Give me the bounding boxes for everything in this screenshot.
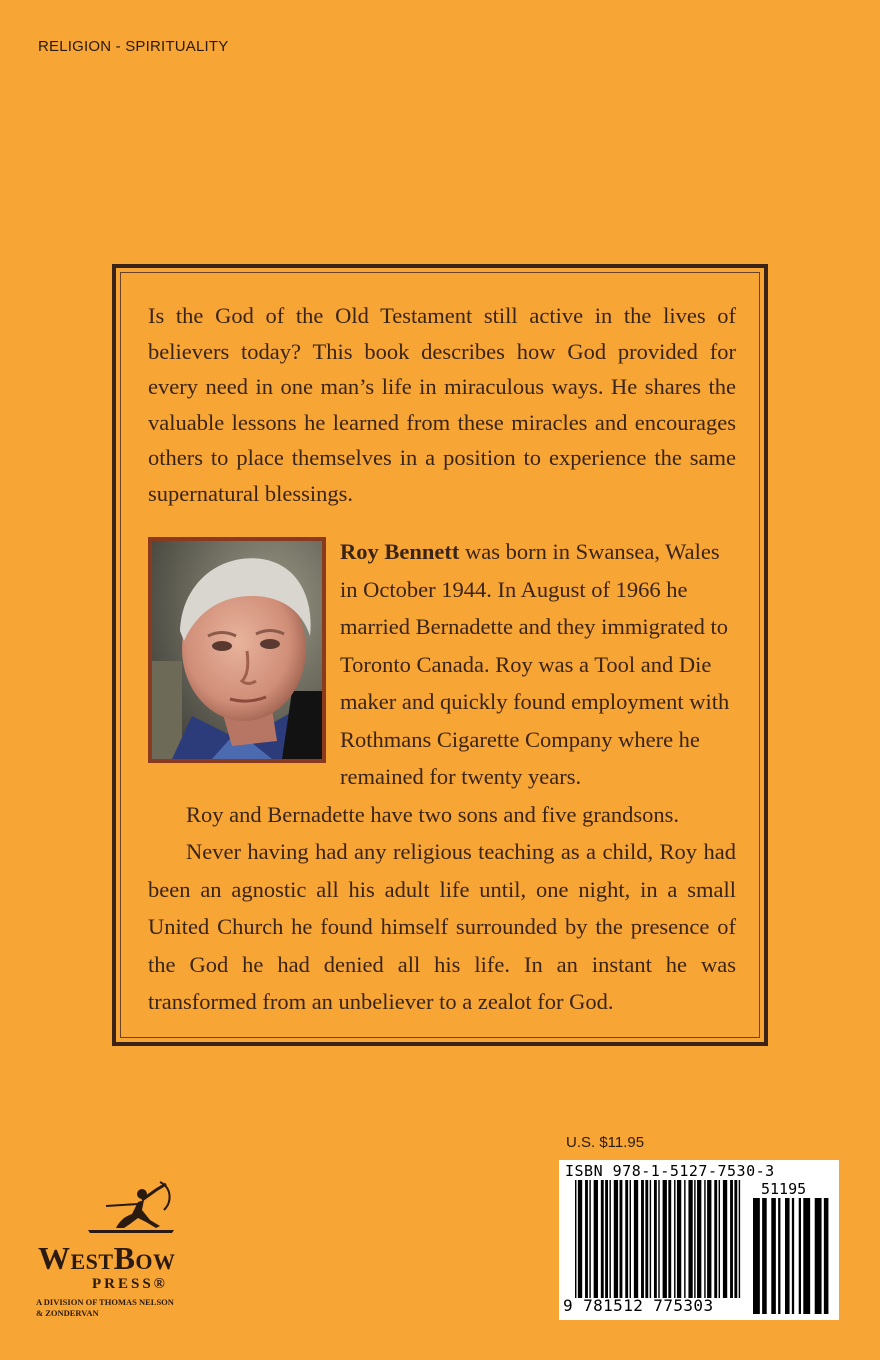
barcode-bar — [684, 1180, 685, 1298]
barcode-bar — [589, 1180, 590, 1298]
publisher-logo — [34, 1180, 234, 1330]
barcode-bar — [575, 1180, 576, 1298]
barcode-bar — [668, 1180, 671, 1298]
author-conversion: Never having had any religious teaching as a child, Roy had been an agnostic all his adult life until, one night, in a small United Church he found himself surrounded by the presence of the God he had denied all his life. In an instant he was transformed from an unbeliever to a zealot for God. — [148, 839, 736, 1014]
runner-figure-icon — [86, 1180, 176, 1240]
barcode-bar — [719, 1180, 720, 1298]
barcode-bar — [723, 1180, 727, 1298]
barcode-bar — [799, 1198, 801, 1314]
division-line-2: & ZONDERVAN — [36, 1308, 99, 1318]
barcode-bar — [771, 1198, 776, 1314]
barcode-bar — [578, 1180, 582, 1298]
barcode-bar — [824, 1198, 829, 1314]
barcode-bar — [803, 1198, 810, 1314]
barcode-bar — [677, 1180, 681, 1298]
barcode-bar — [778, 1198, 780, 1314]
barcode-bar — [634, 1180, 638, 1298]
barcode-bar — [620, 1180, 623, 1298]
author-bio — [148, 533, 736, 1021]
barcode-bar — [609, 1180, 610, 1298]
blurb-frame — [112, 264, 768, 1046]
barcode-bar — [707, 1180, 711, 1298]
publisher-division — [36, 1297, 226, 1319]
barcode-bar — [614, 1180, 618, 1298]
isbn-barcode — [559, 1160, 839, 1320]
author-name: Roy Bennett — [340, 539, 460, 564]
barcode-bar — [663, 1180, 667, 1298]
barcode-bar — [704, 1180, 705, 1298]
barcode-bar — [815, 1198, 822, 1314]
barcode-bar — [762, 1198, 767, 1314]
barcode-bar — [739, 1180, 740, 1298]
barcode-bar — [688, 1180, 692, 1298]
barcode-bar — [792, 1198, 794, 1314]
barcode-main-bars — [575, 1180, 743, 1298]
barcode-bar — [654, 1180, 657, 1298]
barcode-addon-number: 51195 — [761, 1180, 807, 1198]
barcode-bar — [601, 1180, 604, 1298]
barcode-bar — [674, 1180, 675, 1298]
book-description: Is the God of the Old Testament still active in the lives of believers today? This book describes how God provided for every need in one man’s life in miraculous ways. He shares the valuable lessons he learned from these miracles and encourages others to place themselves in a position to experience the same supernatural blessings. — [148, 303, 736, 506]
author-bio-body: was born in Swansea, Wales in October 1944. In August of 1966 he married Bernadette and they immigrated to Toronto Canada. Roy was a Tool and Die maker and quickly found employment with Rothmans Cigarette Company where he remained for twenty years. — [340, 539, 730, 789]
isbn-text: ISBN 978-1-5127-7530-3 — [565, 1162, 775, 1180]
barcode-bar — [730, 1180, 733, 1298]
barcode-bar — [641, 1180, 644, 1298]
division-line-1: A DIVISION OF THOMAS NELSON — [36, 1297, 174, 1307]
barcode-bar — [753, 1198, 760, 1314]
publisher-name: WestBow — [38, 1240, 176, 1276]
barcode-bar — [658, 1180, 659, 1298]
barcode-bar — [694, 1180, 695, 1298]
barcode-bar — [585, 1180, 588, 1298]
barcode-addon-bars — [753, 1198, 833, 1314]
barcode-bar — [605, 1180, 608, 1298]
barcode-bar — [594, 1180, 598, 1298]
barcode-bar — [734, 1180, 737, 1298]
ean-number: 9 781512 775303 — [563, 1296, 714, 1315]
barcode-bar — [697, 1180, 701, 1298]
category-label: RELIGION - SPIRITUALITY — [38, 38, 229, 55]
barcode-bar — [785, 1198, 790, 1314]
blurb-content — [148, 298, 736, 1021]
author-photo — [148, 537, 326, 763]
author-family: Roy and Bernadette have two sons and five grandsons. — [186, 801, 680, 827]
barcode-bar — [625, 1180, 628, 1298]
barcode-bar — [630, 1180, 631, 1298]
barcode-bar — [650, 1180, 651, 1298]
barcode-bar — [714, 1180, 717, 1298]
price-label: U.S. $11.95 — [566, 1134, 645, 1151]
publisher-subtitle: PRESS® — [92, 1276, 168, 1292]
barcode-bar — [645, 1180, 648, 1298]
